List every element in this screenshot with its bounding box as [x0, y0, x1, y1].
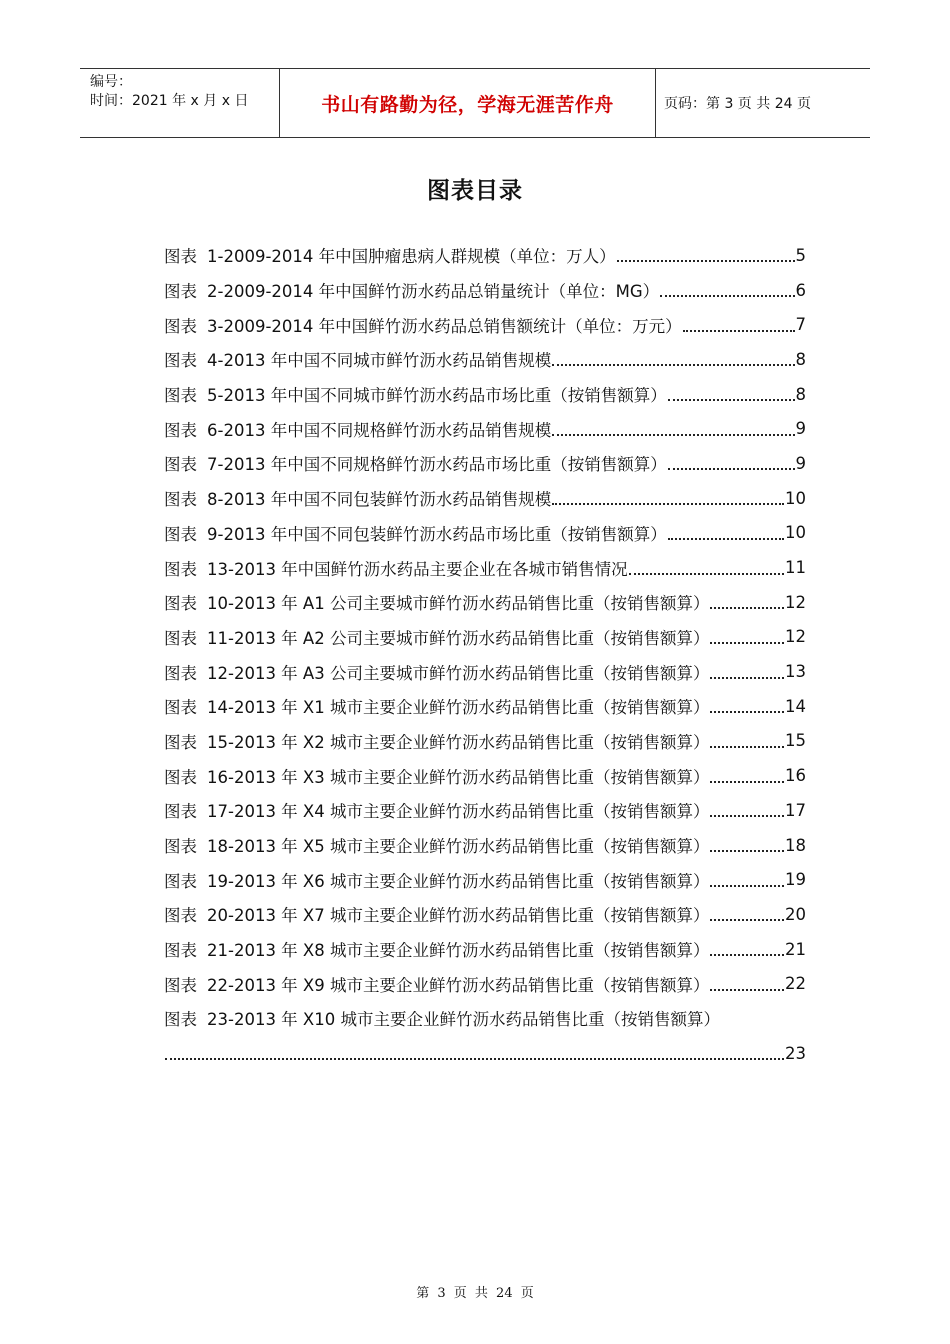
toc-entry-label: 13-2013 年中国鲜竹沥水药品主要企业在各城市销售情况	[207, 559, 628, 579]
toc-dot-leader	[710, 815, 784, 817]
toc-entry[interactable]	[164, 758, 806, 793]
toc-entry-label: 21-2013 年 X8 城市主要企业鲜竹沥水药品销售比重（按销售额算）	[207, 941, 710, 961]
header-meta	[80, 69, 280, 137]
toc-entry-page: 12	[785, 627, 806, 647]
toc-entry-prefix: 图表	[164, 767, 197, 787]
toc-entry-label: 1-2009-2014 年中国肿瘤患病人群规模（单位：万人）	[207, 247, 616, 267]
toc-entry[interactable]	[164, 620, 806, 655]
toc-entry[interactable]	[164, 446, 806, 481]
toc-entry-page: 22	[785, 974, 806, 994]
page-header	[80, 68, 870, 138]
toc-entry-page: 12	[785, 592, 806, 612]
page-title: 图表目录	[427, 178, 523, 204]
toc-entry-page: 11	[785, 558, 806, 578]
toc-entry-prefix: 图表	[164, 247, 197, 267]
toc-entry-page: 6	[795, 280, 806, 300]
toc-dot-leader	[710, 885, 784, 887]
toc-entry[interactable]	[164, 897, 806, 932]
toc-entry-label: 8-2013 年中国不同包装鲜竹沥水药品销售规模	[207, 490, 552, 510]
toc-entry-prefix: 图表	[164, 906, 197, 926]
toc-entry-prefix: 图表	[164, 1010, 197, 1030]
toc-entry-prefix: 图表	[164, 524, 197, 544]
toc-entry-prefix: 图表	[164, 837, 197, 857]
toc-entry[interactable]	[164, 342, 806, 377]
toc-entry-prefix: 图表	[164, 455, 197, 475]
toc-dot-leader	[710, 677, 784, 679]
toc-entry[interactable]	[164, 273, 806, 308]
toc-entry-prefix: 图表	[164, 490, 197, 510]
toc-dot-leader	[710, 642, 784, 644]
toc-dot-leader	[668, 468, 795, 470]
document-time: 时间：2021 年 x 月 x 日	[90, 93, 249, 109]
toc-entry-page: 15	[785, 731, 806, 751]
toc-entry-page: 20	[785, 904, 806, 924]
toc-entry-page: 7	[795, 315, 806, 335]
toc-entry[interactable]	[164, 724, 806, 759]
toc-entry-page: 23	[785, 1043, 806, 1063]
toc-entry-prefix: 图表	[164, 941, 197, 961]
toc-entry[interactable]	[164, 793, 806, 828]
toc-dot-leader	[710, 850, 784, 852]
toc-entry-label: 7-2013 年中国不同规格鲜竹沥水药品市场比重（按销售额算）	[207, 455, 667, 475]
toc-dot-leader	[710, 781, 784, 783]
toc-entry[interactable]	[164, 481, 806, 516]
toc-entry-page: 9	[795, 419, 806, 439]
toc-entry-label: 5-2013 年中国不同城市鲜竹沥水药品市场比重（按销售额算）	[207, 386, 667, 406]
header-motto: 书山有路勤为径，学海无涯苦作舟	[280, 69, 656, 137]
page-footer: 第 3 页 共 24 页	[416, 1286, 534, 1301]
toc-entry-label: 6-2013 年中国不同规格鲜竹沥水药品销售规模	[207, 420, 552, 440]
toc-entry-label: 19-2013 年 X6 城市主要企业鲜竹沥水药品销售比重（按销售额算）	[207, 871, 710, 891]
toc-entry-prefix: 图表	[164, 975, 197, 995]
toc-entry-prefix: 图表	[164, 316, 197, 336]
toc-entry[interactable]	[164, 862, 806, 897]
toc-dot-leader	[710, 954, 784, 956]
toc-entry-continuation[interactable]	[164, 1036, 806, 1071]
toc-entry-page: 14	[785, 696, 806, 716]
toc-entry-page: 8	[795, 349, 806, 369]
toc-dot-leader	[710, 607, 784, 609]
toc-entry-label: 11-2013 年 A2 公司主要城市鲜竹沥水药品销售比重（按销售额算）	[207, 628, 710, 648]
toc-entry[interactable]	[164, 828, 806, 863]
toc-dot-leader	[668, 538, 784, 540]
toc-entry[interactable]	[164, 585, 806, 620]
toc-entry-prefix: 图表	[164, 871, 197, 891]
toc-entry-label: 23-2013 年 X10 城市主要企业鲜竹沥水药品销售比重（按销售额算）	[207, 1010, 720, 1030]
toc-entry-label: 12-2013 年 A3 公司主要城市鲜竹沥水药品销售比重（按销售额算）	[207, 663, 710, 683]
toc-dot-leader	[668, 399, 795, 401]
toc-entry-page: 8	[795, 384, 806, 404]
toc-dot-leader	[629, 573, 784, 575]
header-page-info: 页码：第 3 页 共 24 页	[664, 96, 811, 112]
toc-entry[interactable]	[164, 238, 806, 273]
toc-entry-prefix: 图表	[164, 802, 197, 822]
toc-entry-label: 22-2013 年 X9 城市主要企业鲜竹沥水药品销售比重（按销售额算）	[207, 975, 710, 995]
document-number-label: 编号：	[90, 74, 132, 90]
toc-entry-label: 14-2013 年 X1 城市主要企业鲜竹沥水药品销售比重（按销售额算）	[207, 698, 710, 718]
toc-entry-label: 2-2009-2014 年中国鲜竹沥水药品总销量统计（单位：MG）	[207, 282, 660, 302]
toc-entry-prefix: 图表	[164, 698, 197, 718]
toc-dot-leader	[683, 330, 795, 332]
toc-entry-prefix: 图表	[164, 628, 197, 648]
toc-entry[interactable]	[164, 932, 806, 967]
toc-dot-leader	[710, 919, 784, 921]
toc-entry-label: 17-2013 年 X4 城市主要企业鲜竹沥水药品销售比重（按销售额算）	[207, 802, 710, 822]
toc-entry-page: 21	[785, 939, 806, 959]
toc-entry[interactable]	[164, 307, 806, 342]
toc-dot-leader	[552, 434, 794, 436]
toc-entry-page: 17	[785, 800, 806, 820]
toc-entry[interactable]	[164, 377, 806, 412]
toc-entry-label: 18-2013 年 X5 城市主要企业鲜竹沥水药品销售比重（按销售额算）	[207, 837, 710, 857]
toc-entry-page: 10	[785, 488, 806, 508]
toc-entry-prefix: 图表	[164, 420, 197, 440]
toc-entry-label: 16-2013 年 X3 城市主要企业鲜竹沥水药品销售比重（按销售额算）	[207, 767, 710, 787]
toc-entry[interactable]	[164, 966, 806, 1001]
toc-entry[interactable]	[164, 550, 806, 585]
toc-entry-label: 15-2013 年 X2 城市主要企业鲜竹沥水药品销售比重（按销售额算）	[207, 732, 710, 752]
toc-entry-label: 20-2013 年 X7 城市主要企业鲜竹沥水药品销售比重（按销售额算）	[207, 906, 710, 926]
toc-dot-leader	[710, 711, 784, 713]
toc-entry[interactable]	[164, 411, 806, 446]
toc-entry[interactable]	[164, 516, 806, 551]
toc-entry[interactable]	[164, 654, 806, 689]
toc-dot-leader	[617, 260, 795, 262]
toc-dot-leader	[552, 503, 784, 505]
toc-entry-label: 10-2013 年 A1 公司主要城市鲜竹沥水药品销售比重（按销售额算）	[207, 594, 710, 614]
toc-dot-leader	[710, 746, 784, 748]
table-of-figures	[164, 238, 806, 1071]
toc-dot-leader	[660, 295, 794, 297]
toc-entry-page: 16	[785, 766, 806, 786]
toc-entry-prefix: 图表	[164, 732, 197, 752]
toc-entry-label: 3-2009-2014 年中国鲜竹沥水药品总销售额统计（单位：万元）	[207, 316, 682, 336]
toc-entry-page: 5	[795, 245, 806, 265]
toc-entry[interactable]	[164, 1001, 806, 1036]
toc-entry-prefix: 图表	[164, 386, 197, 406]
toc-entry-prefix: 图表	[164, 594, 197, 614]
toc-entry-prefix: 图表	[164, 663, 197, 683]
toc-entry-prefix: 图表	[164, 351, 197, 371]
toc-entry-prefix: 图表	[164, 282, 197, 302]
toc-entry-page: 13	[785, 662, 806, 682]
toc-dot-leader	[165, 1058, 784, 1060]
toc-entry-page: 19	[785, 870, 806, 890]
toc-entry-label: 4-2013 年中国不同城市鲜竹沥水药品销售规模	[207, 351, 552, 371]
toc-dot-leader	[710, 989, 784, 991]
toc-entry-page: 10	[785, 523, 806, 543]
toc-entry[interactable]	[164, 689, 806, 724]
toc-dot-leader	[552, 364, 794, 366]
toc-entry-prefix: 图表	[164, 559, 197, 579]
toc-entry-label: 9-2013 年中国不同包装鲜竹沥水药品市场比重（按销售额算）	[207, 524, 667, 544]
toc-entry-page: 9	[795, 453, 806, 473]
toc-entry-page: 18	[785, 835, 806, 855]
